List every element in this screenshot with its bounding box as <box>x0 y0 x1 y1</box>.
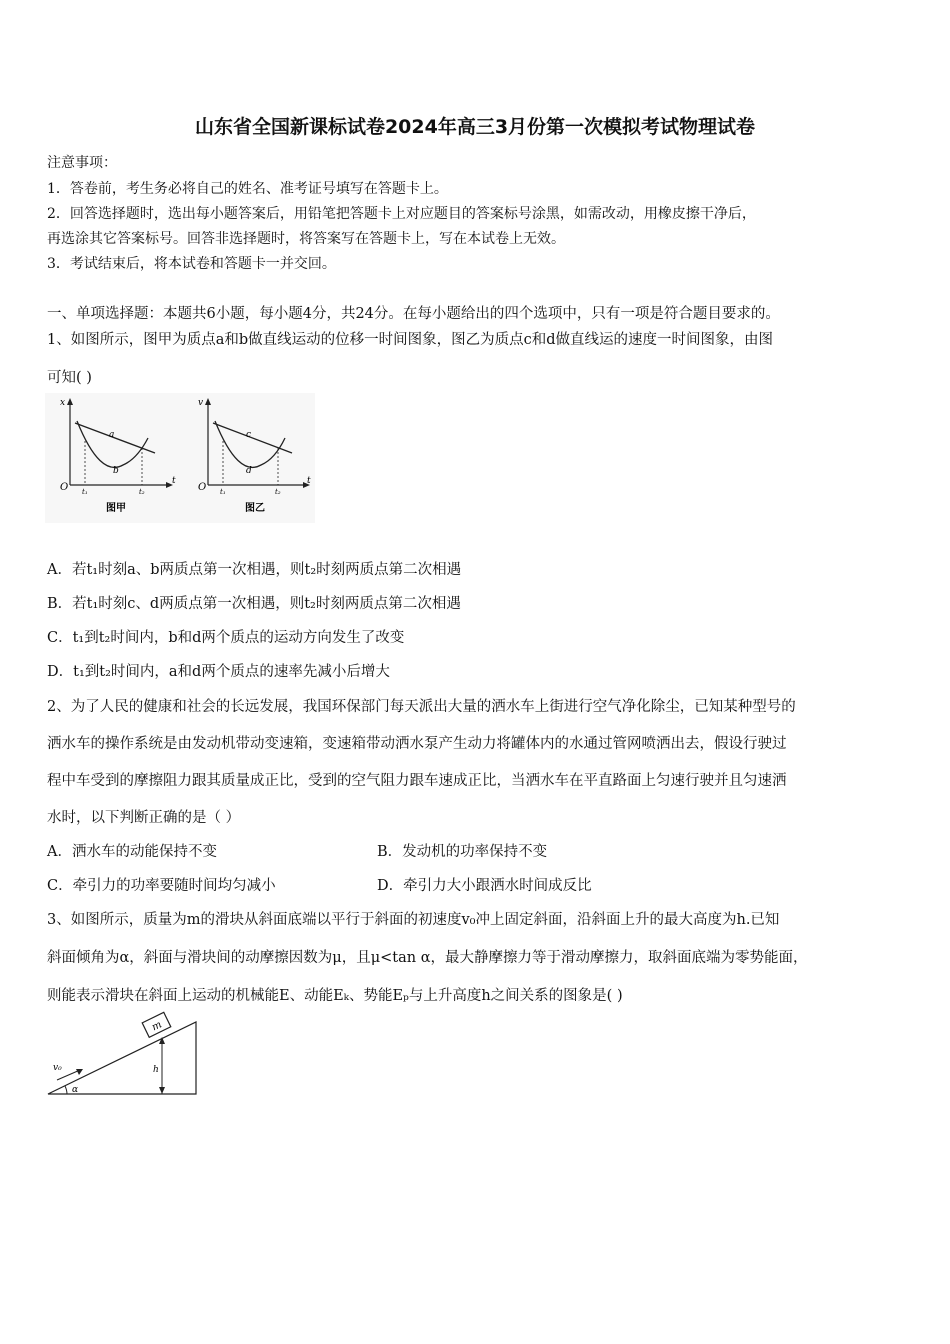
q2-option-a: A．洒水车的动能保持不变 <box>47 844 217 860</box>
tick-t2: t₂ <box>275 488 281 496</box>
mass-label: m <box>150 1019 164 1034</box>
q2-option-d: D．牵引力大小跟洒水时间成反比 <box>377 878 592 894</box>
axis-label-x: t <box>172 476 176 486</box>
q3-stem: 斜面倾角为α，斜面与滑块间的动摩擦因数为μ，且μ<tan α，最大静摩擦力等于滑动摩擦力，取斜面底端为零势能面， <box>47 950 808 966</box>
q1-option-d: D．t₁到t₂时间内，a和d两个质点的速率先减小后增大 <box>47 664 390 680</box>
axis-label-y: x <box>60 398 66 408</box>
q2-stem: 水时，以下判断正确的是（ ） <box>47 810 241 826</box>
q1-option-a: A．若t₁时刻a、b两质点第一次相遇，则t₂时刻两质点第二次相遇 <box>47 562 462 578</box>
angle-label: α <box>72 1085 79 1095</box>
label-a: a <box>109 430 115 440</box>
notice-item: 3．考试结束后，将本试卷和答题卡一并交回。 <box>47 256 336 272</box>
tick-t1: t₁ <box>220 488 226 496</box>
slider-block <box>142 1012 171 1037</box>
arrow-down-icon <box>159 1087 165 1094</box>
q1-figure <box>45 393 315 523</box>
notice-item: 再选涂其它答案标号。回答非选择题时，将答案写在答题卡上，写在本试卷上无效。 <box>47 231 565 247</box>
q1-stem: 1、如图所示，图甲为质点a和b做直线运动的位移一时间图象，图乙为质点c和d做直线运的速度一时间图象，由图 <box>47 332 774 348</box>
axis-label-y: v <box>198 398 204 408</box>
tick-t1: t₁ <box>82 488 88 496</box>
section-heading: 一、单项选择题：本题共6小题，每小题4分，共24分。在每小题给出的四个选项中，只有一项是符合题目要求的。 <box>47 306 780 322</box>
label-d: d <box>246 466 252 476</box>
origin-label: O <box>198 482 207 493</box>
notice-heading: 注意事项： <box>47 155 117 171</box>
page-title: 山东省全国新课标试卷2024年高三3月份第一次模拟考试物理试卷 <box>194 116 756 138</box>
axis-label-x: t <box>307 476 311 486</box>
q2-option-b: B．发动机的功率保持不变 <box>377 844 548 860</box>
angle-arc <box>65 1086 67 1094</box>
caption-jia: 图甲 <box>106 503 126 514</box>
label-b: b <box>113 466 119 476</box>
notice-item: 2．回答选择题时，选出每小题答案后，用铅笔把答题卡上对应题目的答案标号涂黑，如需改动，用橡皮擦干净后， <box>47 206 756 222</box>
notice-item: 1．答卷前，考生务必将自己的姓名、准考证号填写在答题卡上。 <box>47 181 448 197</box>
incline-figure <box>45 1010 205 1100</box>
q1-option-c: C．t₁到t₂时间内，b和d两个质点的运动方向发生了改变 <box>47 630 405 646</box>
velocity-label: v₀ <box>53 1063 62 1073</box>
caption-yi: 图乙 <box>245 503 265 514</box>
q1-stem: 可知( ) <box>47 370 92 386</box>
q1-option-b: B．若t₁时刻c、d两质点第一次相遇，则t₂时刻两质点第二次相遇 <box>47 596 461 612</box>
label-c: c <box>246 430 252 440</box>
q2-stem: 程中车受到的摩擦阻力跟其质量成正比，受到的空气阻力跟车速成正比，当洒水车在平直路面上匀速行驶并且匀速洒 <box>47 773 787 789</box>
q2-stem: 2、为了人民的健康和社会的长远发展，我国环保部门每天派出大量的洒水车上街进行空气净化除尘，已知某种型号的 <box>47 699 796 715</box>
q3-stem: 3、如图所示，质量为m的滑块从斜面底端以平行于斜面的初速度v₀冲上固定斜面，沿斜面上升的最大高度为h.已知 <box>47 912 780 928</box>
tick-t2: t₂ <box>139 488 145 496</box>
origin-label: O <box>60 482 69 493</box>
q2-stem: 洒水车的操作系统是由发动机带动变速箱，变速箱带动洒水泵产生动力将罐体内的水通过管网喷洒出去，假设行驶过 <box>47 736 787 752</box>
q2-option-c: C．牵引力的功率要随时间均匀减小 <box>47 878 276 894</box>
figure-background <box>45 393 315 523</box>
q3-stem: 则能表示滑块在斜面上运动的机械能E、动能Eₖ、势能Eₚ与上升高度h之间关系的图象是( ) <box>47 988 623 1004</box>
height-label: h <box>153 1065 159 1075</box>
arrow-icon <box>76 1069 83 1075</box>
incline-triangle <box>48 1022 196 1094</box>
